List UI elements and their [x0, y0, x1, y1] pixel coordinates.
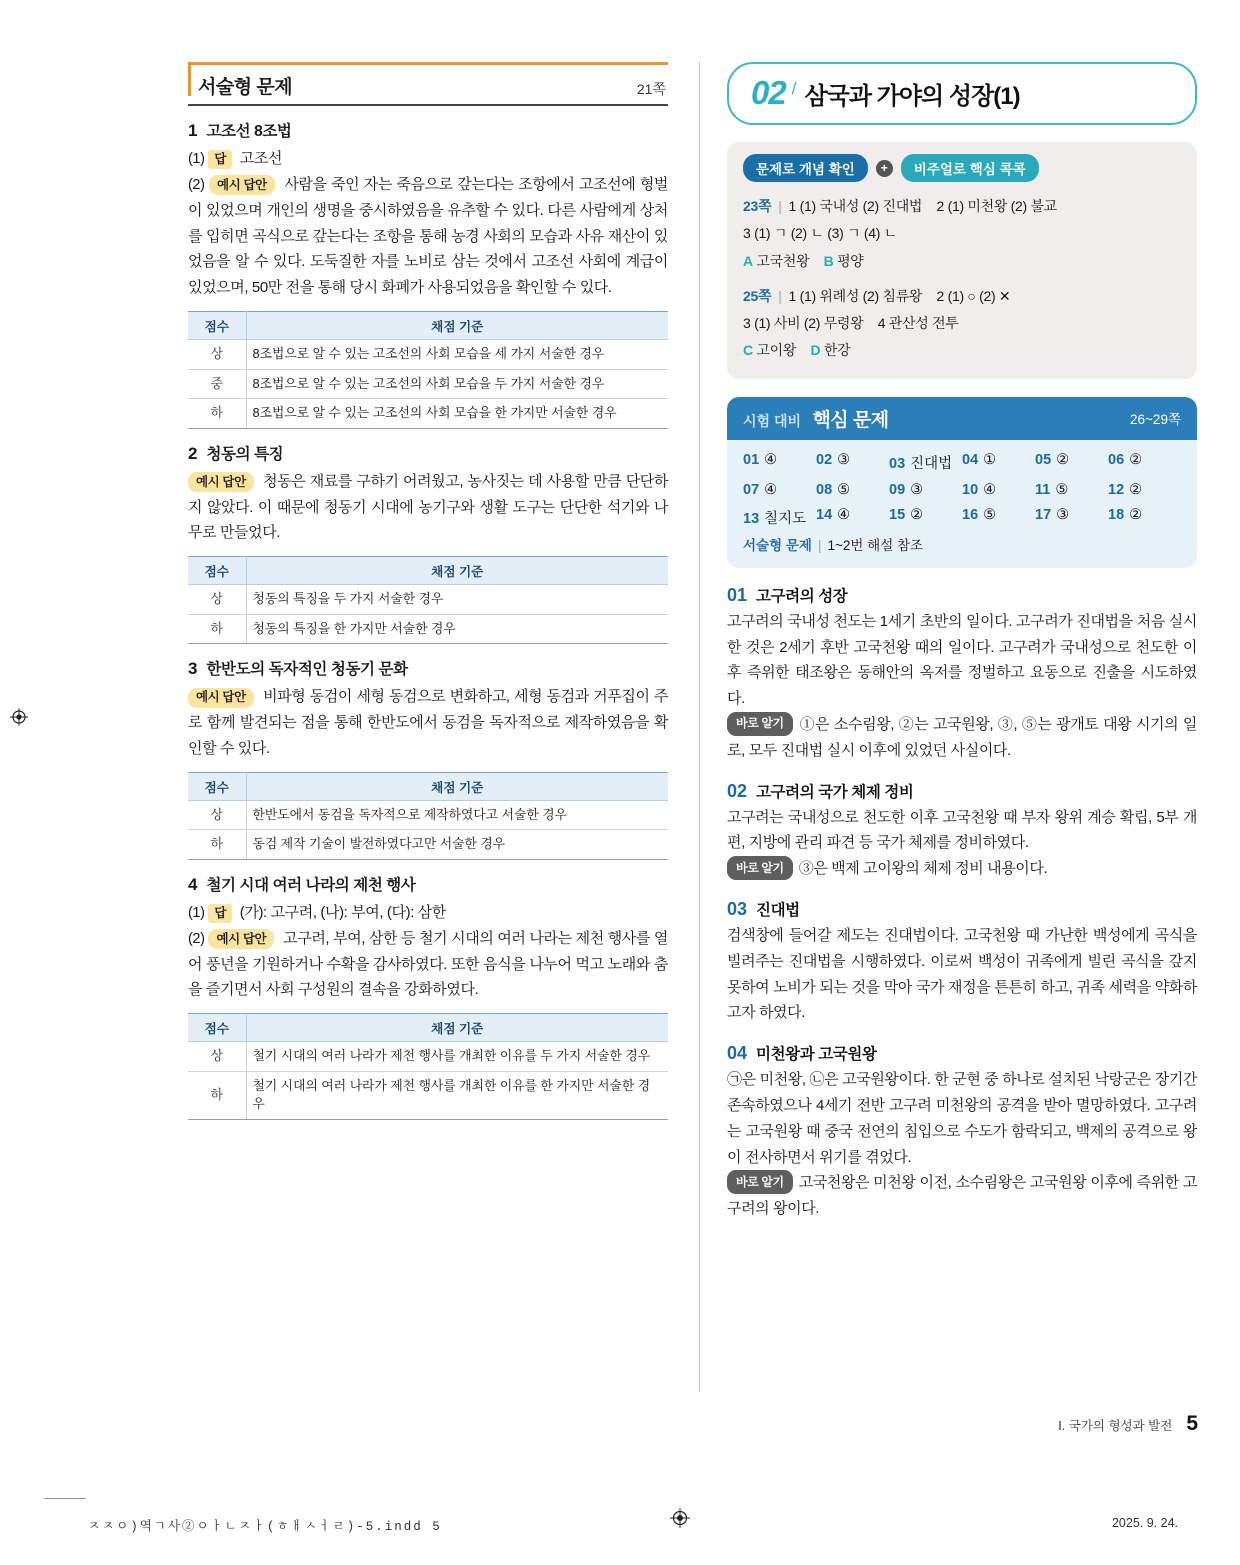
answer-number: 04 — [962, 451, 979, 468]
concept-answer-line: 23쪽 | 1 (1) 국내성 (2) 진대법 2 (1) 미천왕 (2) 불교 — [743, 198, 1057, 214]
sub-index: (1) — [188, 904, 205, 921]
example-answer-tag: 예시 답안 — [208, 929, 274, 949]
answer-value: ② — [910, 506, 924, 523]
answer-item — [962, 452, 1035, 473]
answer-text: 3 (1) 사비 (2) 무령왕 — [743, 315, 864, 332]
answer-value: ② — [1056, 451, 1070, 468]
answer-number: 17 — [1035, 506, 1052, 523]
solution-body: 검색창에 들어갈 제도는 진대법이다. 고국천왕 때 가난한 백성에게 곡식을 빌려주는 진대법을 시행하였다. 이로써 백성이 귀족에게 빌린 곡식을 갚지 못하여 노비가 되는 것을 막아 국가 재정을 튼튼히 하고, 귀족 세력을 약화하고자 하였다. — [727, 926, 1197, 1022]
example-answer-tag: 예시 답안 — [188, 472, 254, 492]
essay-note: 1~2번 해설 참조 — [827, 537, 924, 553]
exam-header — [727, 397, 1197, 440]
answer-item — [816, 507, 889, 528]
answer-value: ④ — [837, 506, 851, 523]
rubric-score: 하 — [188, 399, 246, 429]
question-name: 고조선 8조법 — [206, 123, 292, 140]
example-answer-tag: 예시 답안 — [188, 688, 254, 708]
rubric-col-criteria: 채점 기준 — [246, 557, 668, 585]
answer-text: 4 관산성 전투 — [877, 315, 959, 332]
solution-note — [727, 712, 1197, 764]
question-block-4 — [188, 873, 668, 1120]
answer-number: 11 — [1035, 481, 1051, 498]
table-header-row — [188, 557, 668, 585]
answer-text: (가): 고구려, (나): 부여, (다): 삼한 — [239, 903, 446, 921]
table-row — [188, 340, 668, 370]
folio — [1058, 1412, 1198, 1436]
rubric-table — [188, 772, 668, 860]
answer-line — [188, 926, 668, 1004]
rubric-col-score: 점수 — [188, 557, 246, 585]
rubric-criteria: 청동의 특징을 한 가지만 서술한 경우 — [246, 614, 668, 644]
answer-line — [188, 146, 668, 172]
sub-index: (1) — [188, 151, 205, 167]
answer-text: 고조선 — [239, 150, 283, 167]
example-answer-tag: 예시 답안 — [209, 175, 275, 195]
concept-check-badge: 문제로 개념 확인 — [743, 154, 868, 182]
item-letter: C — [743, 342, 753, 359]
answer-item — [816, 482, 889, 498]
solution-number: 04 — [727, 1043, 748, 1064]
chapter-label: Ⅰ. 국가의 형성과 발전 — [1058, 1419, 1173, 1433]
answer-value: ③ — [837, 451, 851, 468]
question-block-1 — [188, 119, 668, 429]
answer-value: ① — [983, 451, 997, 468]
table-header-row — [188, 1014, 668, 1042]
question-name: 청동의 특징 — [206, 445, 284, 463]
answer-item — [889, 507, 962, 528]
answer-item — [1108, 482, 1181, 498]
solution-header — [727, 1042, 1197, 1064]
rubric-criteria: 한반도에서 동검을 독자적으로 제작하였다고 서술한 경우 — [246, 800, 668, 830]
table-header-row — [188, 312, 668, 340]
rubric-score: 중 — [188, 369, 246, 399]
answer-value: ④ — [764, 481, 778, 498]
rubric-criteria: 철기 시대의 여러 나라가 제천 행사를 개최한 이유를 한 가지만 서술한 경우 — [246, 1071, 668, 1119]
solution-title: 진대법 — [756, 901, 800, 919]
item-letter: B — [823, 252, 834, 269]
essay-section-header — [188, 62, 668, 106]
answer-item — [962, 507, 1035, 528]
answer-number: 12 — [1108, 481, 1125, 498]
item-letter: A — [743, 252, 753, 269]
answer-item — [1035, 507, 1108, 528]
answer-item — [743, 452, 816, 473]
table-row — [188, 614, 668, 644]
answer-value: ⑤ — [1055, 481, 1069, 498]
answer-text: 2 (1) ○ (2) ✕ — [936, 287, 1011, 304]
answer-item — [743, 507, 816, 528]
note-text: ①은 소수림왕, ②는 고국원왕, ③, ⑤는 광개토 대왕 시기의 일로, 모두 진대법 실시 이후에 있었던 사실이다. — [727, 715, 1197, 759]
table-row — [188, 1071, 668, 1119]
rubric-criteria: 8조법으로 알 수 있는 고조선의 사회 모습을 두 가지 서술한 경우 — [246, 369, 668, 399]
question-title-3 — [188, 657, 668, 679]
table-row — [188, 800, 668, 830]
answer-value: ③ — [910, 481, 924, 498]
baro-algi-tag: 바로 알기 — [727, 1170, 793, 1194]
concept-answer-line — [743, 337, 1181, 364]
solution-body: 고구려의 국내성 천도는 1세기 초반의 일이다. 고구려가 진대법을 처음 실시한 것은 2세기 후반 고국천왕 때의 일이다. 고구려가 국내성으로 천도한 이후 즉위한 태조왕은 동해안의 옥저를 정벌하고 요동으로 진출을 시도하였다. — [727, 612, 1197, 708]
concept-answer-line — [743, 248, 1181, 275]
solution-header — [727, 898, 1197, 920]
exam-answer-grid — [727, 440, 1197, 530]
answer-value: ④ — [764, 451, 778, 468]
slash-icon: / — [791, 79, 797, 98]
footer-rule — [44, 1498, 86, 1499]
answer-number: 03 — [889, 455, 906, 472]
answer-number: 02 — [816, 451, 833, 468]
rubric-table — [188, 556, 668, 644]
answer-value: 칠지도 — [764, 510, 807, 527]
note-text: 고국천왕은 미천왕 이전, 소수림왕은 고국원왕 이후에 즉위한 고구려의 왕이다. — [727, 1174, 1197, 1218]
answer-text: 1 (1) 국내성 (2) 진대법 — [788, 198, 923, 214]
table-header-row — [188, 772, 668, 800]
rubric-score: 하 — [188, 1071, 246, 1119]
answer-number: 09 — [889, 481, 906, 498]
answer-number: 10 — [962, 481, 979, 498]
rubric-table — [188, 311, 668, 429]
answer-item — [962, 482, 1035, 498]
sub-index: (2) — [188, 930, 205, 947]
exam-label-big: 핵심 문제 — [812, 409, 889, 431]
answer-number: 14 — [816, 506, 833, 523]
answer-line — [188, 900, 668, 926]
question-name: 한반도의 독자적인 청동기 문화 — [206, 661, 408, 679]
exam-header-labels — [743, 405, 889, 432]
rubric-score: 하 — [188, 614, 246, 644]
solution-header — [727, 780, 1197, 802]
solution-01 — [727, 584, 1197, 764]
solution-body: 고구려는 국내성으로 천도한 이후 고국천왕 때 부자 왕위 계승 확립, 5부 개편, 지방에 관리 파견 등 국가 체제를 정비하였다. — [727, 808, 1197, 852]
exam-footnote: 서술형 문제 | 1~2번 해설 참조 — [743, 537, 924, 553]
rubric-score: 상 — [188, 585, 246, 615]
rubric-score: 상 — [188, 340, 246, 370]
answer-value: ③ — [1056, 506, 1070, 523]
page-number: 5 — [1186, 1412, 1198, 1435]
question-title-2 — [188, 442, 668, 464]
answer-text: 청동은 재료를 구하기 어려웠고, 농사짓는 데 사용할 만큼 단단하지 않았다. 이 때문에 청동기 시대에 농기구와 생활 도구는 단단한 석기와 나무로 만들었다. — [188, 472, 668, 542]
answer-text: 고구려, 부여, 삼한 등 철기 시대의 여러 나라는 제천 행사를 열어 풍년을 기원하거나 수확을 감사하였다. 또한 음식을 나누어 먹고 노래와 춤을 즐기면서 사회 구성원의 결속을 강화하였다. — [188, 929, 668, 999]
answer-value: ② — [1129, 506, 1143, 523]
rubric-col-criteria: 채점 기준 — [246, 772, 668, 800]
solution-note — [727, 1170, 1197, 1222]
unit-number: 02 — [751, 74, 786, 111]
registration-mark-icon — [670, 1508, 690, 1528]
answer-text: 1 (1) 위례성 (2) 침류왕 — [788, 287, 923, 304]
table-row — [188, 369, 668, 399]
answer-number: 01 — [743, 451, 760, 468]
question-number: 4 — [188, 874, 198, 894]
page-ref: 25쪽 — [743, 287, 772, 304]
answer-text: 고이왕 — [756, 342, 797, 359]
answer-line — [188, 469, 668, 546]
answer-number: 05 — [1035, 451, 1052, 468]
answer-number: 13 — [743, 510, 760, 527]
rubric-criteria: 8조법으로 알 수 있는 고조선의 사회 모습을 한 가지만 서술한 경우 — [246, 399, 668, 429]
item-letter: D — [810, 342, 821, 359]
question-name: 철기 시대 여러 나라의 제천 행사 — [206, 876, 416, 894]
answer-tag: 답 — [208, 150, 232, 169]
answer-value: ⑤ — [983, 506, 997, 523]
question-block-2 — [188, 442, 668, 644]
table-row — [188, 830, 668, 860]
imprint-date: 2025. 9. 24. — [1111, 1516, 1178, 1530]
question-number: 3 — [188, 659, 198, 679]
right-column — [727, 62, 1197, 1222]
answer-number: 07 — [743, 481, 760, 498]
rubric-criteria: 철기 시대의 여러 나라가 제천 행사를 개최한 이유를 두 가지 서술한 경우 — [246, 1042, 668, 1072]
concept-check-box — [727, 142, 1197, 379]
concept-answer-line: 25쪽 | 1 (1) 위례성 (2) 침류왕 2 (1) ○ (2) ✕ — [743, 287, 1011, 304]
table-row — [188, 1042, 668, 1072]
answer-number: 16 — [962, 506, 979, 523]
solution-03 — [727, 898, 1197, 1026]
table-row — [188, 399, 668, 429]
solution-header — [727, 584, 1197, 606]
answer-number: 18 — [1108, 506, 1125, 523]
question-title-1 — [188, 119, 668, 141]
answer-item — [1035, 452, 1108, 473]
solution-number: 03 — [727, 898, 748, 919]
answer-text: 고국천왕 — [756, 252, 810, 269]
answer-line — [188, 684, 668, 761]
answer-text: 평양 — [837, 252, 864, 269]
left-column — [188, 62, 668, 1124]
essay-section-page: 21쪽 — [636, 81, 666, 97]
answer-item — [743, 482, 816, 498]
imprint-filename: ㅈㅈㅇ)역ㄱ사②ㅇㅏㄴㅈㅏ(ㅎㅐㅅㅓㄹ)-5.indd 5 — [88, 1520, 442, 1534]
rubric-col-criteria: 채점 기준 — [246, 312, 668, 340]
answer-text: 사람을 죽인 자는 죽음으로 갚는다는 조항에서 고조선에 형벌이 있었으며 개인의 생명을 중시하였음을 유추할 수 있다. 다른 사람에게 상처를 입히면 곡식으로 갚는다는 조항을 통해 농경 사회의 모습과 사유 재산이 있었음을 알 수 있다. 도둑질한 자를 노비로 삼는 것에서 고조선 사회에 계급이 있었으며, 50만 전을 통해 당시 화폐가 사용되었음을 확인할 수 있다. — [188, 175, 668, 297]
answer-item — [889, 452, 962, 473]
note-text: ③은 백제 고이왕의 체제 정비 내용이다. — [798, 860, 1048, 878]
sub-index: (2) — [188, 176, 205, 193]
page-ref: 23쪽 — [743, 198, 772, 214]
baro-algi-tag: 바로 알기 — [727, 712, 793, 736]
rubric-criteria: 동검 제작 기술이 발전하였다고만 서술한 경우 — [246, 830, 668, 860]
answer-value: ② — [1129, 451, 1143, 468]
concept-answer-line — [743, 220, 1181, 247]
answer-tag: 답 — [208, 904, 232, 923]
answer-text: 2 (1) 미천왕 (2) 불교 — [936, 198, 1057, 214]
exam-page-range: 26~29쪽 — [1130, 412, 1181, 428]
answer-number: 08 — [816, 481, 833, 498]
rubric-criteria: 8조법으로 알 수 있는 고조선의 사회 모습을 세 가지 서술한 경우 — [246, 340, 668, 370]
rubric-col-score: 점수 — [188, 1014, 246, 1042]
question-title-4 — [188, 873, 668, 895]
solution-note — [727, 856, 1197, 882]
answer-value: ⑤ — [837, 481, 851, 498]
solution-title: 고구려의 국가 체제 정비 — [756, 783, 914, 801]
answer-item — [816, 452, 889, 473]
answer-number: 15 — [889, 506, 906, 523]
rubric-col-criteria: 채점 기준 — [246, 1014, 668, 1042]
solution-title: 고구려의 성장 — [756, 587, 848, 605]
concept-answer-line — [743, 310, 1181, 337]
rubric-score: 상 — [188, 800, 246, 830]
answer-item — [1108, 452, 1181, 473]
answer-item — [889, 482, 962, 498]
answer-text: 3 (1) ㄱ (2) ㄴ (3) ㄱ (4) ㄴ — [743, 225, 897, 242]
unit-title: 삼국과 가야의 성장(1) — [804, 82, 1020, 110]
rubric-table — [188, 1013, 668, 1120]
question-block-3 — [188, 657, 668, 859]
answer-line — [188, 172, 668, 301]
answer-text: 한강 — [823, 342, 851, 359]
visual-core-badge: 비주얼로 핵심 콕콕 — [901, 154, 1039, 182]
unit-header — [727, 62, 1197, 125]
rubric-col-score: 점수 — [188, 312, 246, 340]
rubric-criteria: 청동의 특징을 두 가지 서술한 경우 — [246, 585, 668, 615]
answer-text: 비파형 동검이 세형 동검으로 변화하고, 세형 동검과 거푸집이 주로 함께 발견되는 점을 통해 한반도에서 동검을 독자적으로 제작하였음을 확인할 수 있다. — [188, 688, 668, 757]
baro-algi-tag: 바로 알기 — [727, 856, 793, 880]
solution-04 — [727, 1042, 1197, 1222]
registration-mark-icon — [10, 708, 28, 726]
rubric-col-score: 점수 — [188, 772, 246, 800]
concept-pill-row — [743, 154, 1181, 182]
answer-value: ② — [1129, 481, 1143, 498]
answer-item — [1108, 507, 1181, 528]
plus-icon: + — [876, 160, 893, 177]
solution-number: 01 — [727, 584, 748, 605]
exam-answers-box — [727, 397, 1197, 568]
table-row — [188, 585, 668, 615]
question-number: 1 — [188, 121, 198, 140]
essay-section-title: 서술형 문제 — [198, 77, 293, 98]
solution-number: 02 — [727, 780, 748, 801]
answer-item — [1035, 482, 1108, 498]
solution-body: ㉠은 미천왕, ㉡은 고국원왕이다. 한 군현 중 하나로 설치된 낙랑군은 장기간 존속하였으나 4세기 전반 고구려 미천왕의 공격을 받아 멸망하였다. 고구려는 고국원왕 때 중국 전연의 침입으로 수도가 함락되고, 백제의 공격으로 왕이 전사하면서 위기를 겪었다. — [727, 1071, 1197, 1166]
rubric-score: 상 — [188, 1042, 246, 1072]
column-divider — [699, 62, 700, 1392]
essay-label: 서술형 문제 — [743, 537, 812, 553]
answer-value: ④ — [983, 481, 997, 498]
answer-number: 06 — [1108, 451, 1125, 468]
solution-02 — [727, 780, 1197, 882]
question-number: 2 — [188, 443, 198, 463]
rubric-score: 하 — [188, 830, 246, 860]
solution-title: 미천왕과 고국원왕 — [756, 1046, 877, 1064]
answer-value: 진대법 — [910, 455, 953, 472]
exam-label-small: 시험 대비 — [743, 412, 801, 429]
